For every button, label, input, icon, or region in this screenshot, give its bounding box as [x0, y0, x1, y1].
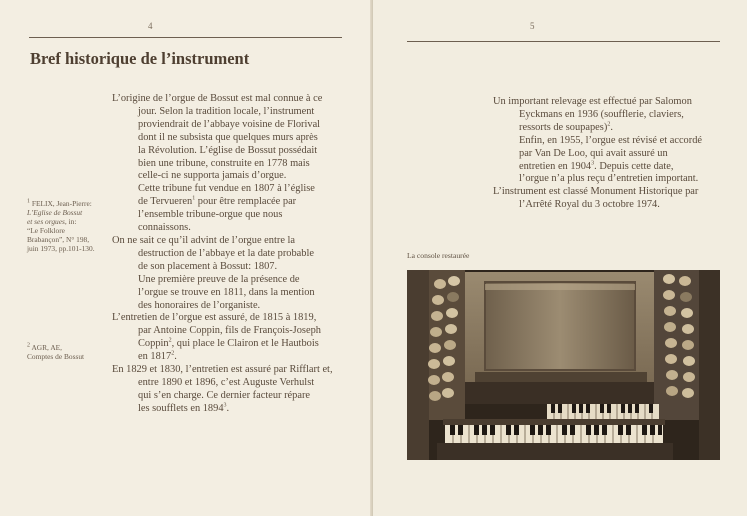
body-text: L’origine de l’orgue de Bossut est mal connue à ce jour. Selon la tradition locale, l’instrument proviendrait de l’abbaye voisine de Florival dont il ne subsista que quelques murs après la Révolution. L’église de Bossut possédait bien une tribune, construite en 1778 mais celle-ci ne supporta jamais d’orgue. Cette tribune fut vendue en 1807 à l’église de Tervueren$^1$ pour être remplacée par l’ensemble tribune-orgue que nous connaissons. On ne sait ce qu’il advint de l’orgue entre la destruction de l’abbaye et la date probable de son placement à Bossut: 1807. Une première preuve de la présence de l’orgue se trouve en 1811, dans la mention des honoraires de l’organiste. L’entretien de l’orgue est assuré, de 1815 à 1819, par Antoine Coppin, fils de François-Joseph Coppin$^2$, qui place le Clairon et le Hautbois en 1817$^2$. En 1829 et 1830, l’entretien est assuré par Rifflart et, entre 1890 et 1896, c’est Auguste Verhulst qui s’en charge. Ce dernier facteur répare les soufflets en 1894$^3$. — [112, 93, 333, 414]
page-title: Bref historique de l’instrument — [30, 49, 250, 68]
photo-caption: La console restaurée — [407, 251, 470, 260]
left-cheek — [407, 270, 429, 460]
desk-panel — [485, 282, 635, 370]
right-body-text: Un important relevage est effectué par Salomon Eyckmans en 1936 (soufflerie, claviers, ressorts de soupapes)$^2$. Enfin, en 1955, l’orgue est révisé et accordé par Van De Loo, qui avait assuré un entretien en 1904$^3$. Depuis cette date, l’orgue n’a plus reçu d’entretien important. L’instrument est classé Monument Historique par l’Arrêté Royal du 3 octobre 1974. — [493, 96, 703, 211]
left-page — [0, 0, 372, 516]
header-rule — [29, 37, 342, 38]
upper-manual — [547, 404, 659, 419]
organ-console-photo — [407, 270, 720, 460]
footnote-1: $^1$ FELIX, Jean-Pierre: L’Eglise de Bossut et ses orgues, in: “Le Folklore Brabançon”, N° 198, juin 1973, pp.101-130. — [27, 198, 95, 254]
lower-manual — [445, 425, 663, 443]
page-number: 5 — [530, 21, 535, 31]
footnote-2: $^2$ AGR, AE, Comptes de Bossut — [27, 342, 85, 362]
page-number: 4 — [148, 21, 153, 31]
organ-console-illustration — [407, 270, 720, 460]
right-cheek — [699, 270, 720, 460]
header-rule — [407, 41, 720, 42]
